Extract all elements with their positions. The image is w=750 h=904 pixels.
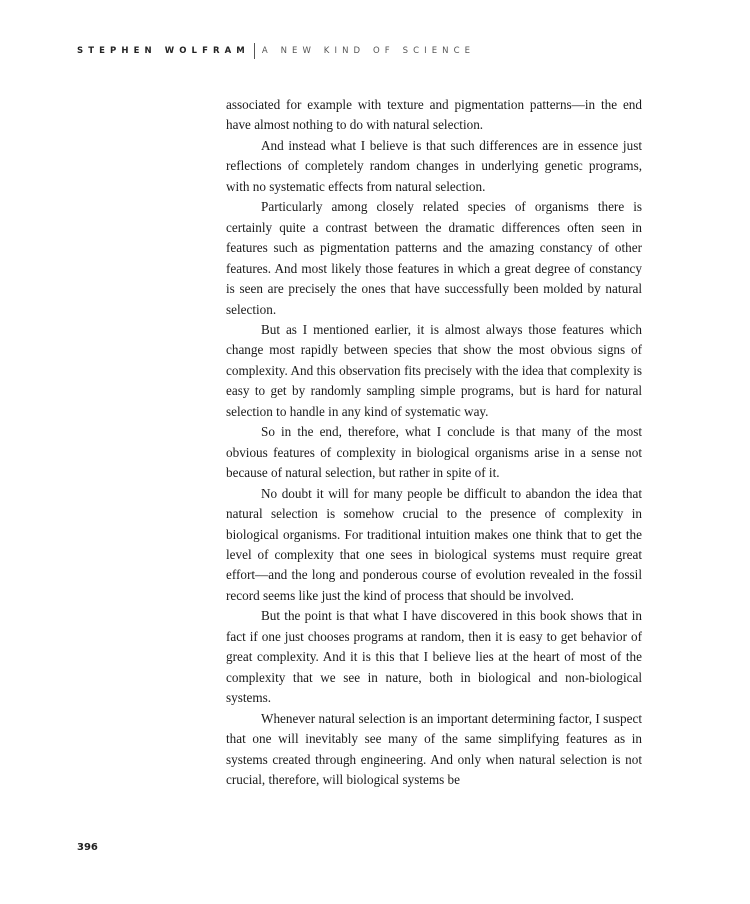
running-header xyxy=(77,43,475,59)
paragraph: But the point is that what I have discovered in this book shows that in fact if one just chooses programs at random, then it is easy to get behavior of great complexity. And it is this that I believe lies at the heart of most of the complexity that we see in nature, both in biological and non-biological systems. xyxy=(226,608,642,706)
header-divider xyxy=(254,43,255,59)
header-author: STEPHEN WOLFRAM xyxy=(77,46,250,56)
paragraph: No doubt it will for many people be difficult to abandon the idea that natural selection is somehow crucial to the presence of complexity in biological organisms. For traditional intuition makes one think that to get the level of complexity that one sees in biological systems must require great effort—and the long and ponderous course of evolution revealed in the fossil record seems like just the kind of process that should be involved. xyxy=(226,485,642,603)
paragraph: And instead what I believe is that such differences are in essence just reflections of completely random changes in underlying genetic programs, with no systematic effects from natural selection. xyxy=(226,137,642,194)
paragraph: But as I mentioned earlier, it is almost always those features which change most rapidly between species that show the most obvious signs of complexity. And this observation fits precisely with the idea that complexity is easy to get by randomly sampling simple programs, but is hard for natural selection to handle in any kind of systematic way. xyxy=(226,321,642,419)
page-number: 396 xyxy=(77,842,98,853)
paragraph: Particularly among closely related species of organisms there is certainly quite a contrast between the dramatic differences often seen in features such as pigmentation patterns and the amazing constancy of other features. And most likely those features in which a great degree of constancy is seen are precisely the ones that have successfully been molded by natural selection. xyxy=(226,199,642,317)
paragraph: So in the end, therefore, what I conclude is that many of the most obvious features of complexity in biological organisms arise in a sense not because of natural selection, but rather in spite of it. xyxy=(226,424,642,481)
body-text xyxy=(226,95,642,790)
header-book-title: A NEW KIND OF SCIENCE xyxy=(261,46,476,56)
paragraph: Whenever natural selection is an important determining factor, I suspect that one will inevitably see many of the same simplifying features as in systems created through engineering. And only when natural selection is not crucial, therefore, will biological systems be xyxy=(226,710,642,787)
paragraph-continued: associated for example with texture and pigmentation patterns—in the end have almost nothing to do with natural selection. xyxy=(226,97,642,133)
